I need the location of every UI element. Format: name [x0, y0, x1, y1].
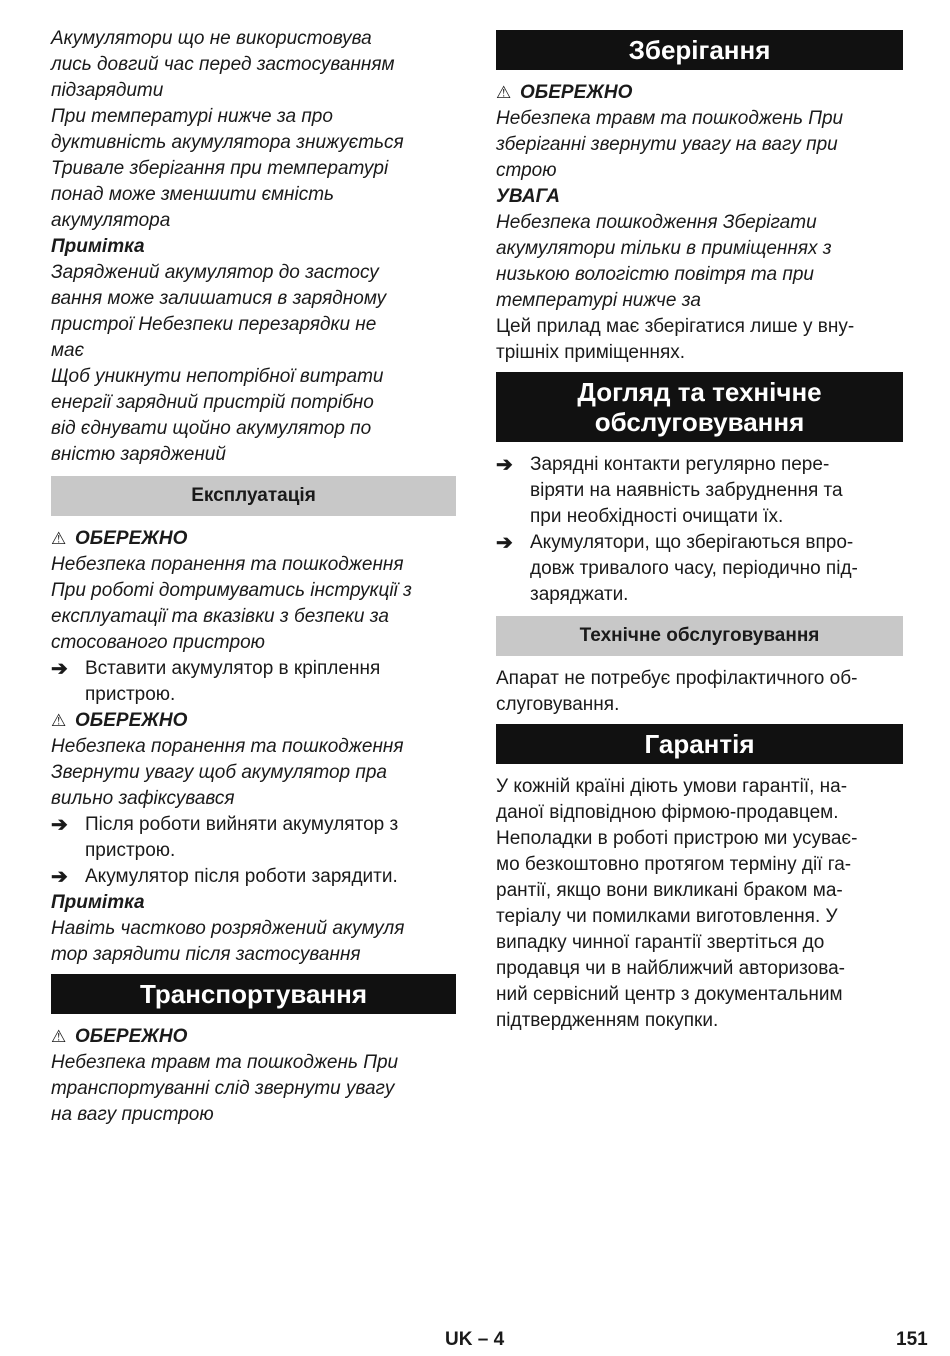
text-line: пристрою. — [85, 684, 176, 705]
text-line: вання може залишатися в зарядному — [51, 288, 387, 309]
caution-label — [51, 708, 456, 734]
text-line: Навіть частково розряджений акумуля — [51, 918, 405, 939]
section-heading-operation: Експлуатація — [51, 476, 456, 516]
text-line: дуктивність акумулятора знижується — [51, 132, 404, 153]
text-line: акумулятори тільки в приміщеннях з — [496, 238, 832, 259]
text-line: продавця чи в найближчий авторизова- — [496, 958, 845, 979]
arrow-right-icon: ➔ — [496, 454, 513, 476]
text-line: зберіганні звернути увагу на вагу при — [496, 134, 838, 155]
caution-label — [51, 1024, 456, 1050]
text-line: заряджати. — [530, 584, 629, 605]
section-heading-transport: Транспортування — [51, 974, 456, 1014]
section-heading-warranty: Гарантія — [496, 724, 903, 764]
text-line: Небезпека пошкодження Зберігати — [496, 212, 817, 233]
text-line: пристрої Небезпеки перезарядки не — [51, 314, 377, 335]
text-line: вильно зафіксувався — [51, 788, 235, 809]
text-line: підзарядити — [51, 80, 164, 101]
list-item — [496, 452, 903, 530]
section-heading-maintenance: Технічне обслуговування — [496, 616, 903, 656]
text-line: При роботі дотримуватись інструкції з — [51, 580, 412, 601]
page-number: 151 — [896, 1329, 928, 1350]
text-line: Щоб уникнути непотрібної витрати — [51, 366, 384, 387]
text-line: Тривале зберігання при температурі — [51, 158, 389, 179]
arrow-right-icon: ➔ — [496, 532, 513, 554]
warning-triangle-icon: ⚠ — [496, 83, 512, 102]
section-heading-storage: Зберігання — [496, 30, 903, 70]
text-line: Акумулятори що не використовува — [51, 28, 372, 49]
note-label: Примітка — [51, 892, 145, 913]
caution-label-text: ОБЕРЕЖНО — [520, 82, 633, 103]
text-line: Небезпека травм та пошкоджень При — [496, 108, 844, 129]
text-line: Цей прилад має зберігатися лише у вну- — [496, 316, 855, 337]
text-line: при необхідності очищати їх. — [530, 506, 784, 527]
text-line: на вагу пристрою — [51, 1104, 214, 1125]
text-line: слуговування. — [496, 694, 620, 715]
warning-triangle-icon: ⚠ — [51, 529, 67, 548]
text-line: рантії, якщо вони викликані браком ма- — [496, 880, 843, 901]
text-line: транспортуванні слід звернути увагу — [51, 1078, 395, 1099]
text-line: трішніх приміщеннях. — [496, 342, 686, 363]
text-line: теріалу чи помилками виготовлення. У — [496, 906, 838, 927]
text-line: випадку чинної гарантії звертіться до — [496, 932, 825, 953]
text-line: підтвердженням покупки. — [496, 1010, 719, 1031]
text-line: понад може зменшити ємність — [51, 184, 335, 205]
attention-label: УВАГА — [496, 186, 561, 207]
list-item — [51, 864, 456, 890]
text-line: При температурі нижче за про — [51, 106, 333, 127]
heading-line: обслуговування — [594, 407, 805, 437]
left-column — [51, 26, 456, 1128]
text-line: строю — [496, 160, 557, 181]
text-line: Вставити акумулятор в кріплення — [85, 658, 381, 679]
text-line: експлуатації та вказівки з безпеки за — [51, 606, 389, 627]
note-label: Примітка — [51, 236, 145, 257]
text-line: ний сервісний центр з документальним — [496, 984, 843, 1005]
text-line: Небезпека поранення та пошкодження — [51, 736, 404, 757]
text-line: енергії зарядний пристрій потрібно — [51, 392, 374, 413]
text-line: даної відповідною фірмою-продавцем. — [496, 802, 839, 823]
list-item — [51, 812, 456, 864]
text-line: Неполадки в роботі пристрою ми усуває- — [496, 828, 858, 849]
text-line: віряти на наявність забруднення та — [530, 480, 843, 501]
arrow-right-icon: ➔ — [51, 658, 68, 680]
text-line: Зарядні контакти регулярно пере- — [530, 454, 830, 475]
text-line: пристрою. — [85, 840, 176, 861]
text-line: низькою вологістю повітря та при — [496, 264, 814, 285]
text-line: температурі нижче за — [496, 290, 701, 311]
text-line: має — [51, 340, 85, 361]
text-line: Акумулятори, що зберігаються впро- — [530, 532, 854, 553]
list-item — [496, 530, 903, 608]
section-heading-care — [496, 372, 903, 442]
caution-label-text: ОБЕРЕЖНО — [75, 528, 188, 549]
text-line: Після роботи вийняти акумулятор з — [85, 814, 399, 835]
text-line: довж тривалого часу, періодично під- — [530, 558, 858, 579]
text-line: Акумулятор після роботи зарядити. — [85, 866, 398, 887]
caution-label — [496, 80, 903, 106]
battery-intro — [51, 26, 456, 234]
text-line: лись довгий час перед застосуванням — [51, 54, 395, 75]
text-line: від єднувати щойно акумулятор по — [51, 418, 372, 439]
caution-label — [51, 526, 456, 552]
text-line: Небезпека поранення та пошкодження — [51, 554, 404, 575]
right-column — [496, 26, 903, 1034]
list-item — [51, 656, 456, 708]
text-line: акумулятора — [51, 210, 171, 231]
heading-line: Догляд та технічне — [577, 377, 822, 407]
text-line: Небезпека травм та пошкоджень При — [51, 1052, 399, 1073]
footer-doc-label: UK – 4 — [445, 1329, 505, 1350]
text-line: У кожній країні діють умови гарантії, на- — [496, 776, 848, 797]
arrow-right-icon: ➔ — [51, 866, 68, 888]
warning-triangle-icon: ⚠ — [51, 1027, 67, 1046]
warning-triangle-icon: ⚠ — [51, 711, 67, 730]
text-line: вністю заряджений — [51, 444, 226, 465]
text-line: Звернути увагу щоб акумулятор пра — [51, 762, 387, 783]
text-line: стосованого пристрою — [51, 632, 265, 653]
text-line: Заряджений акумулятор до застосу — [51, 262, 379, 283]
arrow-right-icon: ➔ — [51, 814, 68, 836]
text-line: Апарат не потребує профілактичного об- — [496, 668, 858, 689]
caution-label-text: ОБЕРЕЖНО — [75, 1026, 188, 1047]
note-text — [51, 260, 456, 468]
text-line: тор зарядити після застосування — [51, 944, 361, 965]
text-line: мо безкоштовно протягом терміну дії га- — [496, 854, 852, 875]
caution-label-text: ОБЕРЕЖНО — [75, 710, 188, 731]
